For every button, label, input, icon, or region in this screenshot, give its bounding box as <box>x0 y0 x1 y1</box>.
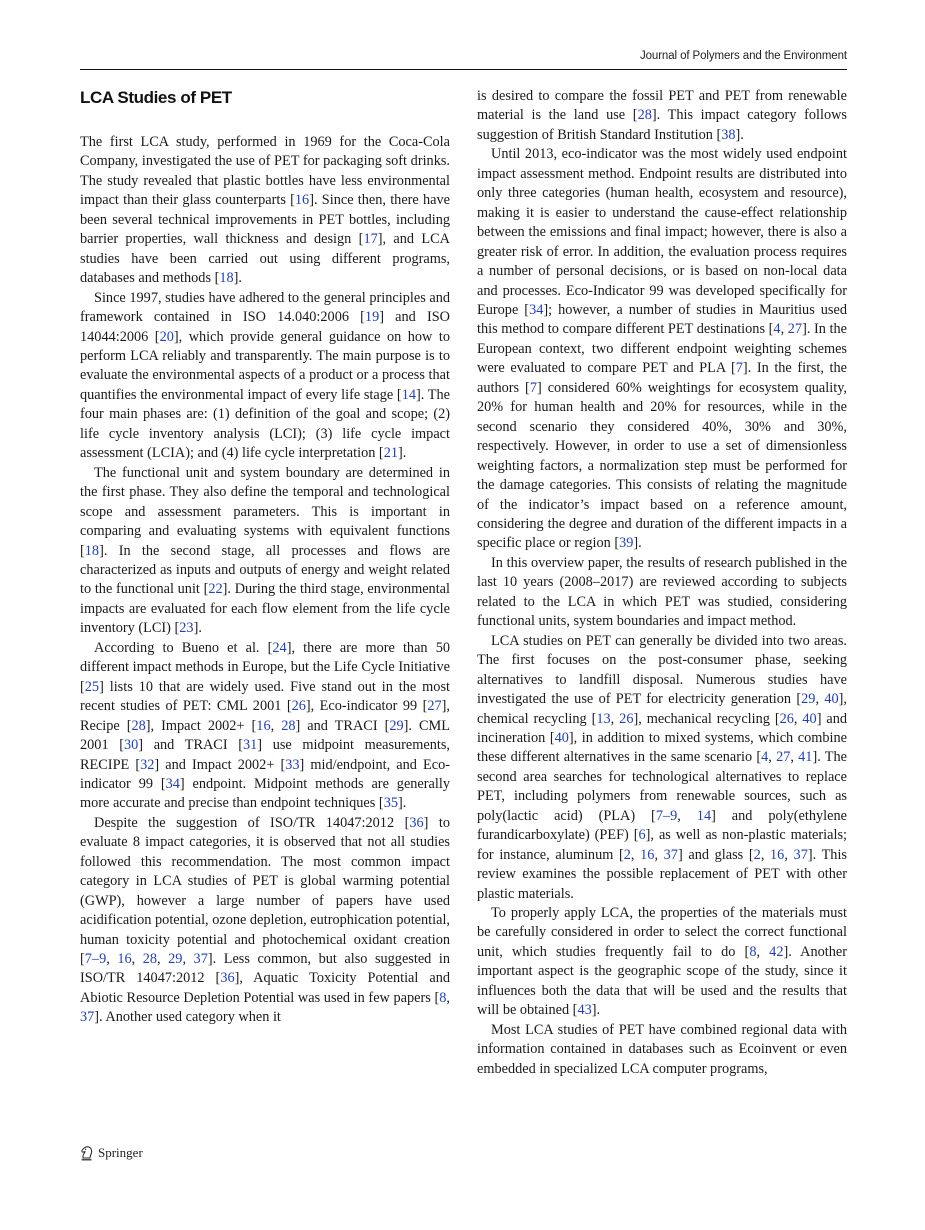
publisher-footer <box>80 1145 143 1161</box>
citation-link[interactable]: 26 <box>291 698 306 715</box>
citation-link[interactable]: 24 <box>272 639 287 656</box>
section-title: LCA Studies of PET <box>80 88 232 107</box>
citation-link[interactable]: 34 <box>165 775 180 792</box>
citation-link[interactable]: 27 <box>776 749 791 766</box>
citation-link[interactable]: 25 <box>84 678 100 695</box>
citation-link[interactable]: 36 <box>220 970 235 987</box>
citation-link[interactable]: 40 <box>554 729 569 746</box>
citation-link[interactable]: 16 <box>117 951 132 968</box>
citation-link[interactable]: 28 <box>142 951 158 968</box>
paragraph-p7: Until 2013, eco-indicator was the most widely used endpoint impact assessment method. Endpoint results are distributed into only three categories (human health, ecosystem and resource), making it is easier to understand the cause-effect relationship between the emissions and final impact; however, there is also a greater risk of error. In addition, the evaluation process requires a number of personal decisions, or is based on non-local data and processes. Eco-Indicator 99 was developed specifically for Europe [34]; however, a number of studies in Mauritius used this method to compare different PET destinations [4, 27]. In the European context, two different endpoint weighting schemes were evaluated to compare PET and PLA [7]. In the first, the authors [7] considered 60% weightings for ecosystem quality, 20% for human health and 20% for resources, while in the second scenario they considered 40%, 30% and 30%, respectively. However, in order to use a set of dimensionless weighting factors, a normalization step must be performed for the damage categories. This consists of relating the magnitude of the indicator’s impact based on a reference amount, considering the degree and duration of the different impacts in a specific place or region [39]. <box>477 146 848 552</box>
citation-link[interactable]: 40 <box>824 691 839 708</box>
citation-link[interactable]: 39 <box>619 535 634 552</box>
citation-link[interactable]: 32 <box>140 756 155 773</box>
citation-link[interactable]: 7 <box>735 360 743 377</box>
citation-link[interactable]: 17 <box>363 231 378 248</box>
paragraph-p8: In this overview paper, the results of research published in the last 10 years (2008–2017) are reviewed according to subjects related to the LCA in which PET was studied, considering functional units, system boundaries and impact method. <box>477 554 847 630</box>
citation-link[interactable]: 28 <box>281 717 296 734</box>
citation-link[interactable]: 37 <box>793 846 808 863</box>
citation-link[interactable]: 40 <box>802 710 817 727</box>
citation-link[interactable]: 26 <box>779 710 794 727</box>
citation-link[interactable]: 38 <box>721 126 736 143</box>
paragraph-p10: To properly apply LCA, the properties of the materials must be carefully considered in order to select the correct functional unit, which studies frequently fail to do [8, 42]. Another important aspect is the geographic scope of the study, since it influences both the data that will be used and the results that will be obtained [43]. <box>477 905 847 1019</box>
citation-link[interactable]: 16 <box>640 846 655 863</box>
running-head-journal-name: Journal of Polymers and the Environment <box>639 50 847 62</box>
citation-link[interactable]: 36 <box>409 814 424 831</box>
citation-link[interactable]: 23 <box>179 620 194 637</box>
citation-link[interactable]: 35 <box>383 795 398 812</box>
citation-link[interactable]: 16 <box>770 846 785 863</box>
springer-chess-knight-icon <box>80 1145 94 1161</box>
citation-link[interactable]: 19 <box>364 309 380 326</box>
paragraph-p5: Despite the suggestion of ISO/TR 14047:2012 [36] to evaluate 8 impact categories, it is observed that not all studies followed this recommendation. The most common impact category in LCA studies of PET is global warming potential (GWP), however a large number of papers have used acidification potential, ozone depletion, eutrophication potential, human toxicity potential and photochemical oxidant creation [7–9, 16, 28, 29, 37]. Less common, but also suggested in ISO/TR 14047:2012 [36], Aquatic Toxicity Potential and Abiotic Resource Depletion Potential was used in few papers [8, 37]. Another used category when it <box>80 814 451 1026</box>
citation-link[interactable]: 14 <box>401 386 416 403</box>
citation-link[interactable]: 34 <box>529 301 544 318</box>
citation-link[interactable]: 7–9 <box>655 807 678 824</box>
citation-link[interactable]: 4 <box>761 749 769 766</box>
citation-link[interactable]: 22 <box>208 581 223 598</box>
citation-link[interactable]: 29 <box>389 717 404 734</box>
citation-link[interactable]: 4 <box>773 321 781 338</box>
publisher-name: Springer <box>98 1145 143 1160</box>
citation-link[interactable]: 42 <box>769 943 784 960</box>
citation-link[interactable]: 41 <box>798 749 813 766</box>
citation-link[interactable]: 37 <box>193 951 208 968</box>
citation-link[interactable]: 43 <box>577 1002 592 1019</box>
paragraph-p6: is desired to compare the fossil PET and PET from renewable material is the land use [28]. This impact category follows suggestion of British Standard Institution [38]. <box>477 88 847 143</box>
citation-link[interactable]: 27 <box>427 698 442 715</box>
citation-link[interactable]: 29 <box>168 951 183 968</box>
citation-link[interactable]: 28 <box>131 717 146 734</box>
citation-link[interactable]: 18 <box>219 270 234 287</box>
right-column-body <box>477 87 847 1079</box>
citation-link[interactable]: 2 <box>623 846 631 863</box>
citation-link[interactable]: 16 <box>256 717 271 734</box>
paragraph-p9: LCA studies on PET can generally be divided into two areas. The first focuses on the post-consumer phase, seeking alternatives to landfill disposal. Numerous studies have investigated the use of PET for electricity generation [29, 40], chemical recycling [13, 26], mechanical recycling [26, 40] and incineration [40], in addition to mixed systems, which combine these different alternatives in the same scenario [4, 27, 41]. The second area searches for technological alternatives to replace PET, including polymers from renewable sources, such as poly(lactic acid) (PLA) [7–9, 14] and poly(ethylene furandicarboxylate) (PEF) [6], as well as non-plastic materials; for instance, aluminum [2, 16, 37] and glass [2, 16, 37]. This review examines the possible replacement of PET with other plastic materials. <box>477 632 848 902</box>
citation-link[interactable]: 37 <box>80 1009 95 1026</box>
citation-link[interactable]: 27 <box>787 321 803 338</box>
citation-link[interactable]: 20 <box>159 328 174 345</box>
citation-link[interactable]: 6 <box>638 827 646 844</box>
paragraph-p1: The first LCA study, performed in 1969 for the Coca-Cola Company, investigated the use of PET for packaging soft drinks. The study revealed that plastic bottles have less environmental impact than their glass counterparts [16]. Since then, there have been several technical improvements in PET bottles, including barrier properties, wall thickness and design [17], and LCA studies have been carried out using different programs, databases and methods [18]. <box>80 134 450 287</box>
citation-link[interactable]: 28 <box>637 107 652 124</box>
citation-link[interactable]: 30 <box>124 737 139 754</box>
citation-link[interactable]: 33 <box>285 756 300 773</box>
citation-link[interactable]: 8 <box>439 989 447 1006</box>
citation-link[interactable]: 16 <box>294 192 310 209</box>
citation-link[interactable]: 7–9 <box>84 951 107 968</box>
left-column-body <box>80 133 450 1028</box>
citation-link[interactable]: 2 <box>753 846 761 863</box>
citation-link[interactable]: 29 <box>801 691 816 708</box>
paragraph-p4: According to Bueno et al. [24], there are more than 50 different impact methods in Europe, but the Life Cycle Initiative [25] lists 10 that are widely used. Five stand out in the most recent studies of PET: CML 2001 [26], Eco-indicator 99 [27], Recipe [28], Impact 2002+ [16, 28] and TRACI [29]. CML 2001 [30] and TRACI [31] use midpoint measurements, RECIPE [32] and Impact 2002+ [33] mid/endpoint, and Eco-indicator 99 [34] endpoint. Midpoint methods are generally more accurate and precise than endpoint techniques [35]. <box>80 639 450 812</box>
paragraph-p2: Since 1997, studies have adhered to the general principles and framework contained in ISO 14.040:2006 [19] and ISO 14044:2006 [20], which provide general guidance on how to perform LCA reliably and transparently. The main purpose is to evaluate the environmental aspects of a product or a process that quantifies the environmental impact of every life stage [14]. The four main phases are: (1) definition of the goal and scope; (2) life cycle inventory analysis (LCI); (3) life cycle impact assessment (LCIA); and (4) life cycle interpretation [21]. <box>80 289 450 462</box>
citation-link[interactable]: 18 <box>84 542 100 559</box>
citation-link[interactable]: 21 <box>383 445 398 462</box>
right-column <box>477 87 847 1079</box>
citation-link[interactable]: 37 <box>663 846 678 863</box>
citation-link[interactable]: 26 <box>619 710 634 727</box>
left-column <box>80 87 450 1028</box>
citation-link[interactable]: 31 <box>243 737 258 754</box>
citation-link[interactable]: 7 <box>529 379 537 396</box>
paragraph-p11: Most LCA studies of PET have combined regional data with information contained in databases such as Ecoinvent or even embedded in specialized LCA computer programs, <box>477 1021 847 1077</box>
paragraph-p3: The functional unit and system boundary are determined in the first phase. They also define the temporal and technological scope and assessment parameters. This is important in comparing and evaluating systems with equivalent functions [18]. In the second stage, all processes and flows are characterized as inputs and outputs of energy and weight related to the functional unit [22]. During the third stage, environmental impacts are evaluated for each flow element from the life cycle inventory (LCI) [23]. <box>80 464 450 637</box>
citation-link[interactable]: 13 <box>596 710 611 727</box>
citation-link[interactable]: 14 <box>696 807 712 824</box>
citation-link[interactable]: 8 <box>749 943 757 960</box>
header-rule <box>80 69 847 70</box>
